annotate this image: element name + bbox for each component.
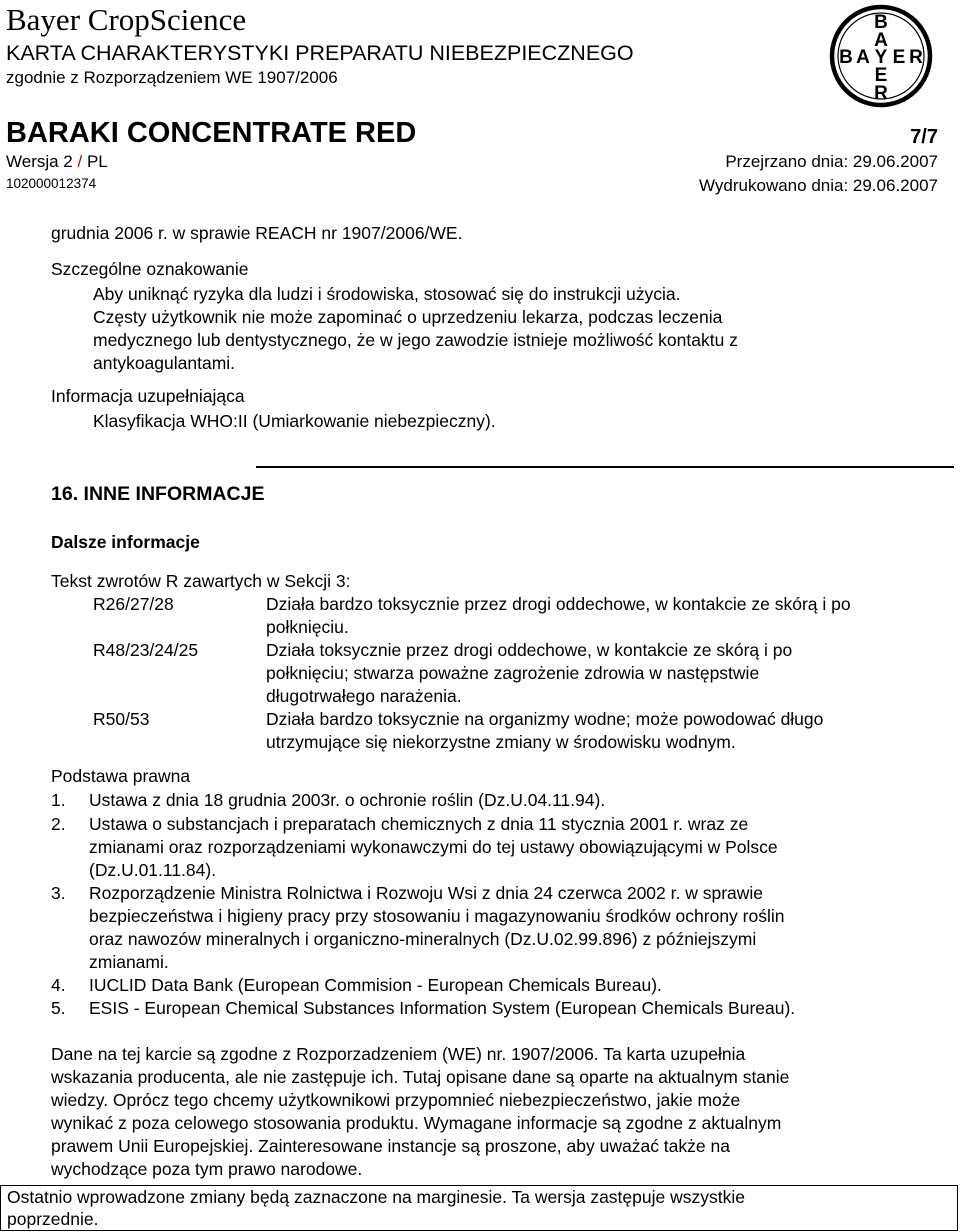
- product-name: BARAKI CONCENTRATE RED: [6, 117, 417, 149]
- section-divider: [256, 466, 954, 468]
- logo-letter-b: B: [874, 12, 888, 33]
- document-code: 102000012374: [6, 176, 97, 191]
- closing-text: prawem Unii Europejskiej. Zainteresowane instancje są proszone, aby uważać także na: [51, 1136, 730, 1156]
- legal-item-text: bezpieczeństwa i higieny pracy przy stosowaniu i magazynowaniu środków ochrony roślin: [89, 906, 785, 926]
- bayer-cross-logo: [829, 4, 933, 108]
- r-phrase-text: Działa toksycznie przez drogi oddechowe, w kontakcie ze skórą i po: [266, 640, 793, 660]
- version-language: PL: [86, 152, 108, 171]
- r-phrase-text: połknięciu; stwarza poważne zagrożenie zdrowia w następstwie: [266, 663, 760, 683]
- legal-item-number: 4.: [51, 975, 66, 995]
- brand-name: Bayer CropScience: [6, 2, 247, 37]
- legal-item-text: (Dz.U.01.11.84).: [89, 860, 217, 880]
- legal-item-text: zmianami.: [89, 952, 169, 972]
- special-line: Częsty użytkownik nie może zapominać o uprzedzeniu lekarza, podczas leczenia: [93, 307, 723, 327]
- legal-item-text: zmianami oraz rozporządzeniami wykonawczymi do tej ustawy obowiązującymi w Polsce: [89, 837, 778, 857]
- continued-line: grudnia 2006 r. w sprawie REACH nr 1907/2006/WE.: [51, 223, 463, 243]
- closing-text: wskazania producenta, ale nie zastępuje ich. Tutaj opisane dane są oparte na aktualnym stanie: [51, 1067, 790, 1087]
- section-title: 16. INNE INFORMACJE: [51, 483, 265, 505]
- r-phrase-text: utrzymujące się niekorzystne zmiany w środowisku wodnym.: [266, 732, 736, 752]
- r-phrase-text: Działa bardzo toksycznie na organizmy wodne; może powodować długo: [266, 709, 824, 729]
- revised-date: Przejrzano dnia: 29.06.2007: [725, 152, 938, 171]
- legal-item-text: oraz nawozów mineralnych i organiczno-mineralnych (Dz.U.02.99.896) z późniejszymi: [89, 929, 757, 949]
- info-label: Informacja uzupełniająca: [51, 386, 245, 406]
- legal-item-text: IUCLID Data Bank (European Commision - European Chemicals Bureau).: [89, 975, 662, 995]
- legal-item-number: 3.: [51, 883, 66, 903]
- version-separator: /: [72, 152, 87, 171]
- legal-item-text: ESIS - European Chemical Substances Information System (European Chemicals Bureau).: [89, 998, 796, 1018]
- logo-letter-r: R: [874, 83, 888, 104]
- legal-item-number: 1.: [51, 790, 66, 810]
- logo-letter-y: Y: [874, 47, 888, 68]
- r-phrase-text: Działa bardzo toksycznie przez drogi oddechowe, w kontakcie ze skórą i po: [266, 594, 851, 614]
- version-line: [6, 151, 108, 173]
- info-line: Klasyfikacja WHO:II (Umiarkowanie niebezpieczny).: [93, 411, 496, 431]
- page-number: 7/7: [910, 126, 938, 148]
- special-line: Aby uniknąć ryzyka dla ludzi i środowiska, stosować się do instrukcji użycia.: [93, 284, 681, 304]
- legal-item-text: Ustawa z dnia 18 grudnia 2003r. o ochronie roślin (Dz.U.04.11.94).: [89, 790, 606, 810]
- closing-text: wiedzy. Oprócz tego chcemy użytkownikowi przypomnieć niebezpieczeństwo, jakie może: [51, 1090, 741, 1110]
- special-line: medycznego lub dentystycznego, że w jego zawodzie istnieje możliwość kontaktu z: [93, 330, 738, 350]
- legal-item-text: Rozporządzenie Ministra Rolnictwa i Rozwoju Wsi z dnia 24 czerwca 2002 r. w sprawie: [89, 883, 764, 903]
- logo-letter-e: E: [874, 65, 888, 86]
- document-type: KARTA CHARAKTERYSTYKI PREPARATU NIEBEZPIECZNEGO: [6, 41, 634, 65]
- closing-text: wynikać z poza celowego stosowania produktu. Wymagane informacje są zgodne z aktualnym: [51, 1113, 782, 1133]
- section-subtitle: Dalsze informacje: [51, 532, 200, 552]
- printed-date: Wydrukowano dnia: 29.06.2007: [699, 176, 938, 195]
- r-phrase-code: R48/23/24/25: [93, 640, 199, 660]
- footer-line: Ostatnio wprowadzone zmiany będą zaznaczone na marginesie. Ta wersja zastępuje wszystkie: [7, 1187, 745, 1207]
- logo-letter-e-h: E: [892, 47, 906, 68]
- closing-text: wychodzące poza tym prawo narodowe.: [51, 1159, 363, 1179]
- logo-letter-r-h: R: [909, 47, 923, 68]
- legal-item-text: Ustawa o substancjach i preparatach chemicznych z dnia 11 stycznia 2001 r. wraz ze: [89, 814, 749, 834]
- logo-letter-a: A: [874, 30, 888, 51]
- special-label: Szczególne oznakowanie: [51, 259, 249, 279]
- r-phrase-text: połknięciu.: [266, 617, 349, 637]
- r-phrase-text: długotrwałego narażenia.: [266, 686, 462, 706]
- r-phrase-code: R26/27/28: [93, 594, 174, 614]
- footer-notice-box: [0, 1185, 958, 1231]
- logo-letter-b-h: B: [839, 47, 853, 68]
- closing-text: Dane na tej karcie są zgodne z Rozporzadzeniem (WE) nr. 1907/2006. Ta karta uzupełnia: [51, 1044, 746, 1064]
- special-line: antykoagulantami.: [93, 353, 236, 373]
- legal-item-number: 2.: [51, 814, 66, 834]
- footer-line: poprzednie.: [7, 1209, 99, 1229]
- legal-item-number: 5.: [51, 998, 66, 1018]
- r-phrases-intro: Tekst zwrotów R zawartych w Sekcji 3:: [51, 571, 351, 591]
- legal-basis-label: Podstawa prawna: [51, 766, 191, 786]
- r-phrase-code: R50/53: [93, 709, 150, 729]
- regulation-line: zgodnie z Rozporządzeniem WE 1907/2006: [6, 68, 338, 87]
- version-label: Wersja 2: [6, 152, 73, 171]
- logo-letter-a-h: A: [856, 47, 870, 68]
